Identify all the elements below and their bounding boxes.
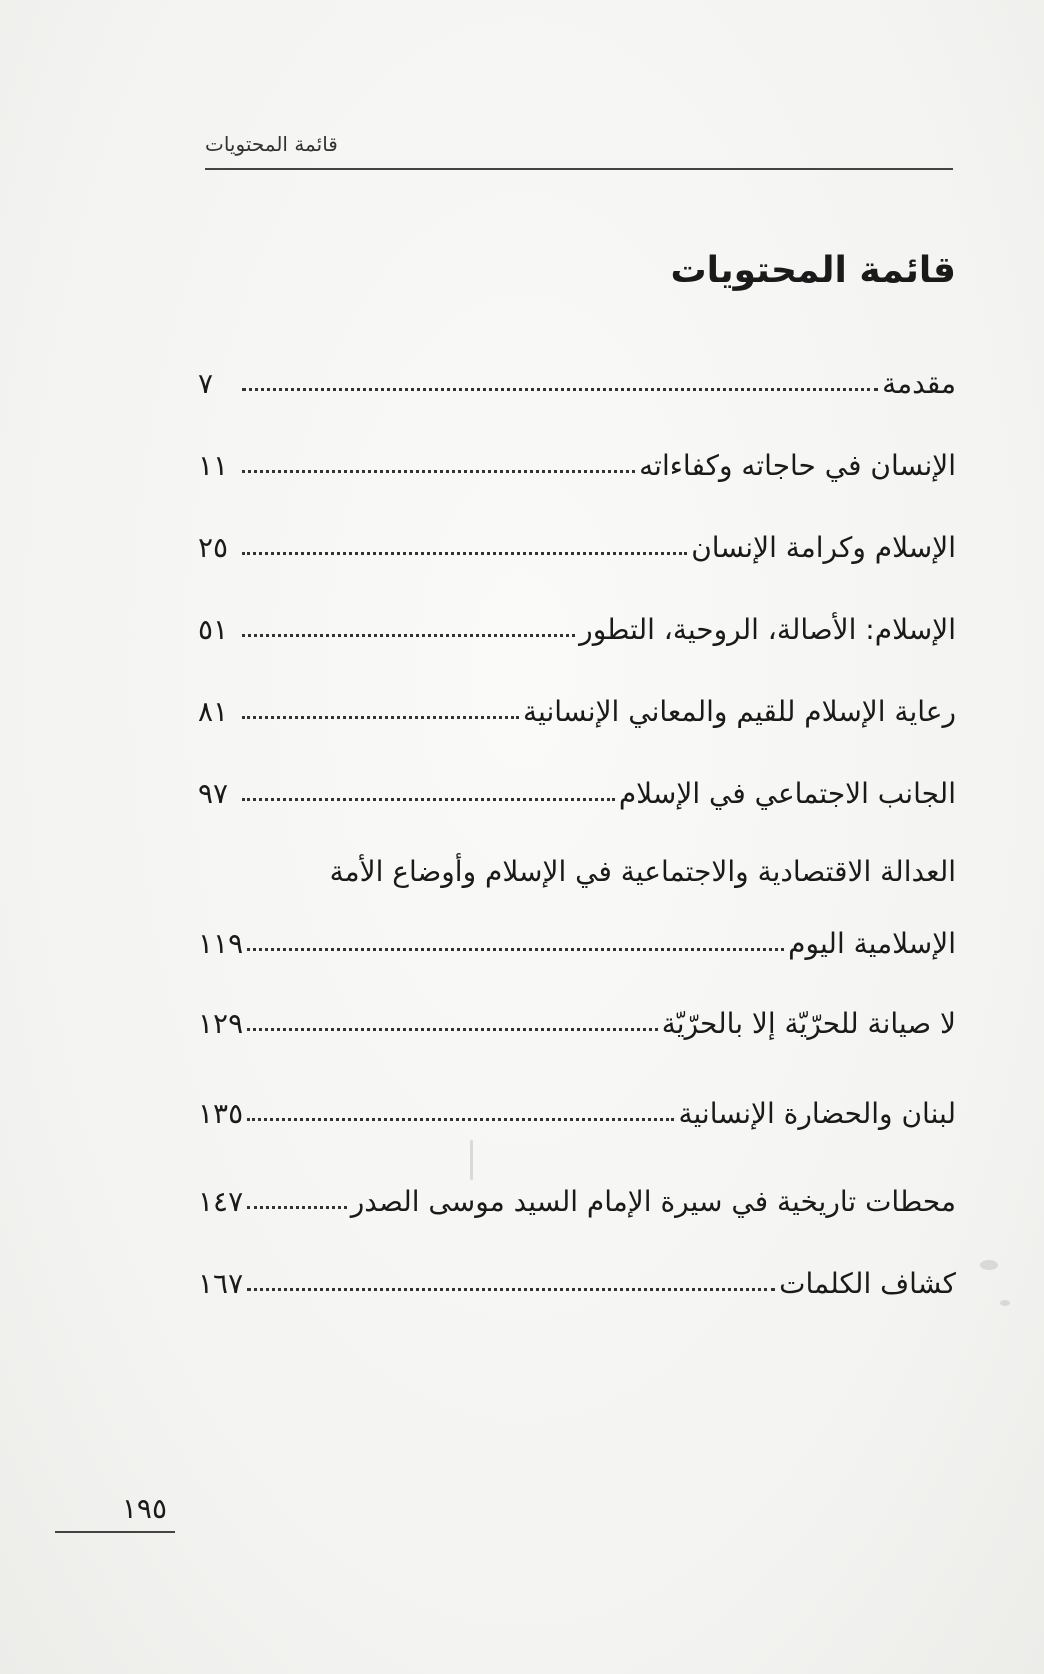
- toc-entry-page: ١٦٧: [198, 1267, 244, 1300]
- header-rule: [205, 168, 953, 170]
- toc-entry-page: ١٤٧: [198, 1185, 244, 1218]
- toc-entry-page: ١٢٩: [198, 1007, 244, 1040]
- toc-entry-label: الإسلامية اليوم: [788, 927, 956, 960]
- dot-leader: [242, 797, 615, 801]
- toc-entry: [198, 1168, 956, 1218]
- toc-entry-page: ١١: [198, 449, 229, 482]
- toc-entry: [198, 514, 956, 564]
- toc-entry-page: ٧: [198, 367, 214, 400]
- dot-leader: [242, 551, 687, 555]
- toc-entry-page: ٥١: [198, 613, 229, 646]
- toc-entry-label: الإنسان في حاجاته وكفاءاته: [639, 449, 956, 482]
- dot-leader: [242, 633, 575, 637]
- toc-entry-label: محطات تاريخية في سيرة الإمام السيد موسى الصدر: [350, 1185, 956, 1218]
- toc-entry-label: الجانب الاجتماعي في الإسلام: [618, 777, 956, 810]
- page-number: ١٩٥: [121, 1492, 167, 1525]
- toc-entry: [198, 596, 956, 646]
- paper-speck: [470, 1140, 473, 1180]
- paper-speck: [980, 1260, 998, 1270]
- toc-entry-label: مقدمة: [882, 367, 956, 400]
- toc-entry-page: ٩٧: [198, 777, 229, 810]
- toc-entry: [198, 432, 956, 482]
- dot-leader: [247, 1287, 775, 1291]
- toc-entry-label: كشاف الكلمات: [779, 1267, 956, 1300]
- page-title: قائمة المحتويات: [670, 250, 956, 291]
- dot-leader: [247, 1117, 674, 1121]
- toc-entry-label: لبنان والحضارة الإنسانية: [678, 1097, 956, 1130]
- toc-entry-label-line1: العدالة الاقتصادية والاجتماعية في الإسلام وأوضاع الأمة: [329, 855, 956, 888]
- toc-entry: [198, 1250, 956, 1300]
- toc-entry-page: ٨١: [198, 695, 229, 728]
- footer-rule: [55, 1531, 175, 1533]
- toc-entry: [198, 350, 956, 400]
- toc-entry: [198, 910, 956, 960]
- toc-entry: [198, 990, 956, 1040]
- paper-speck: [1000, 1300, 1010, 1306]
- running-title: قائمة المحتويات: [205, 132, 338, 156]
- dot-leader: [247, 1027, 658, 1031]
- toc-entry-page: ١١٩: [198, 927, 244, 960]
- toc-entry: [198, 678, 956, 728]
- toc-entry-label: الإسلام وكرامة الإنسان: [691, 531, 956, 564]
- dot-leader: [247, 1205, 347, 1209]
- dot-leader: [242, 469, 635, 473]
- toc-entry-label: رعاية الإسلام للقيم والمعاني الإنسانية: [523, 695, 956, 728]
- dot-leader: [242, 387, 878, 391]
- dot-leader: [247, 947, 784, 951]
- toc-entry: [198, 1080, 956, 1130]
- toc-entry-page: ١٣٥: [198, 1097, 244, 1130]
- toc-entry-label: لا صيانة للحرّيّة إلا بالحرّيّة: [661, 1007, 956, 1040]
- toc-entry: [198, 760, 956, 810]
- toc-entry-page: ٢٥: [198, 531, 229, 564]
- toc-entry-label: الإسلام: الأصالة، الروحية، التطور: [579, 613, 956, 646]
- dot-leader: [242, 715, 519, 719]
